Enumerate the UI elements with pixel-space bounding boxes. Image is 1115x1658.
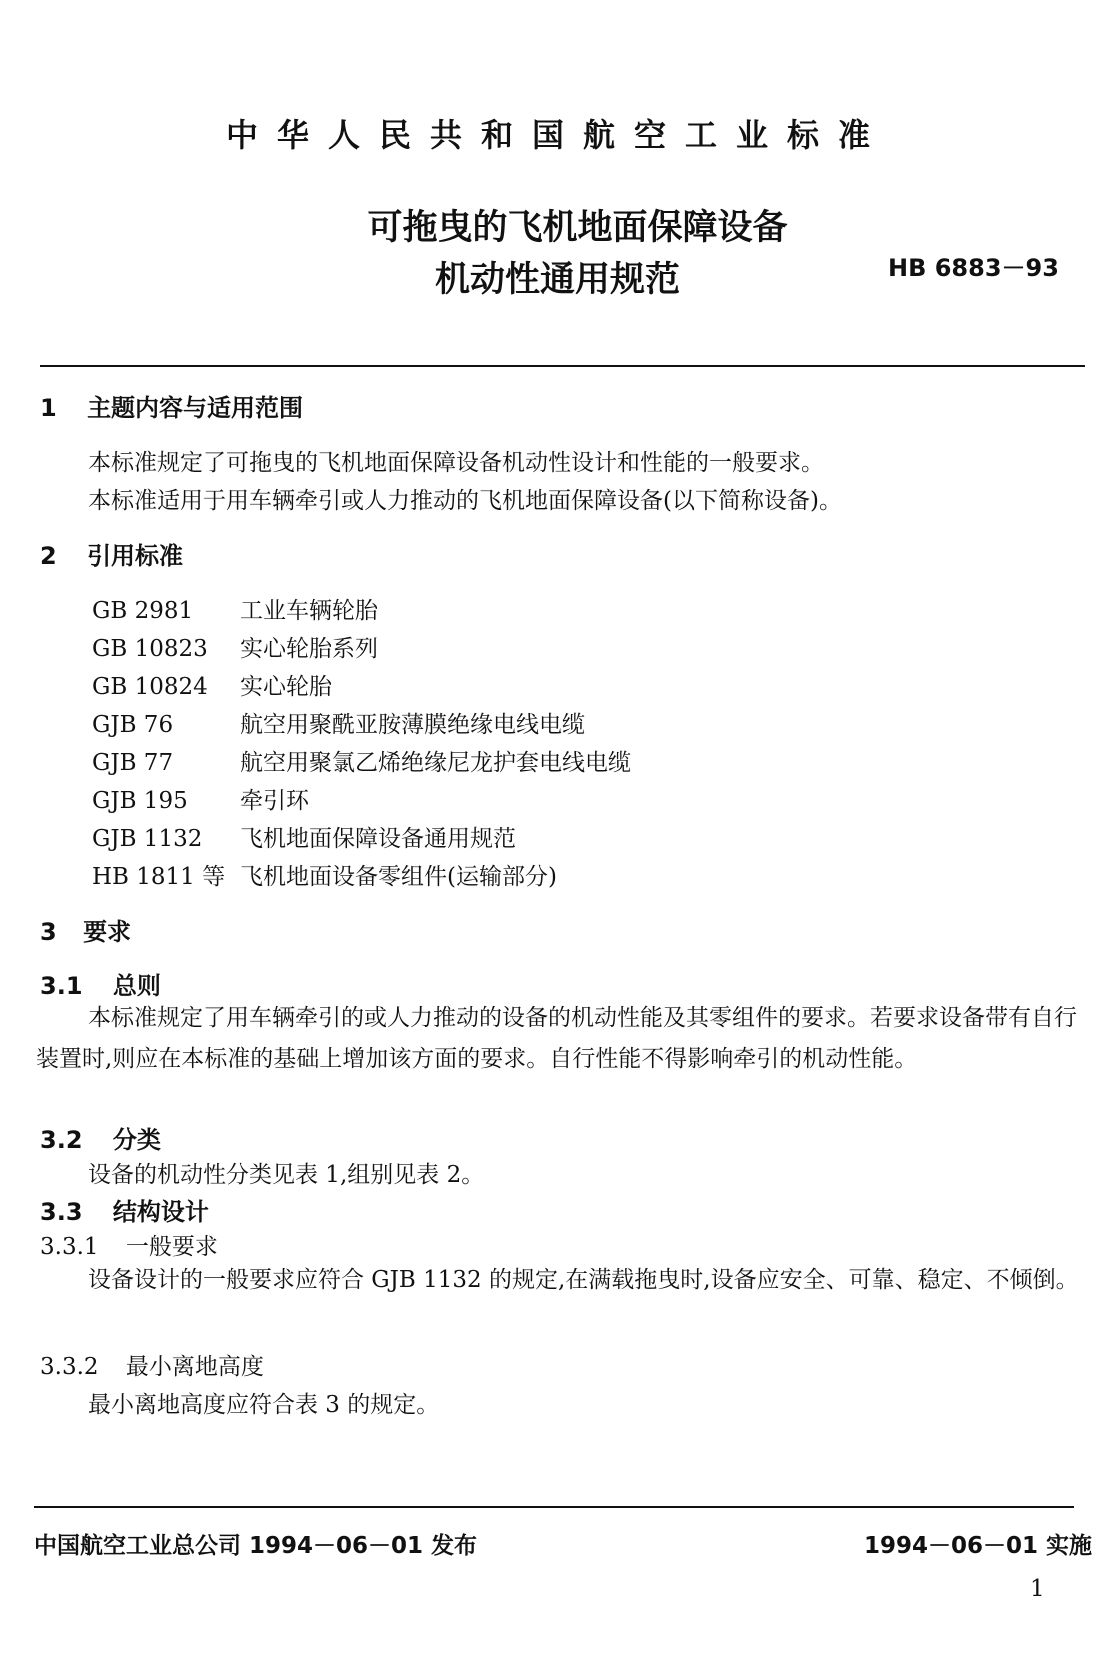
reference-code: GJB 1132 xyxy=(92,826,203,852)
page-number: 1 xyxy=(1030,1576,1045,1602)
reference-name: 飞机地面保障设备通用规范 xyxy=(240,826,516,852)
reference-name: 牵引环 xyxy=(240,788,309,814)
section-title: 结构设计 xyxy=(112,1198,209,1226)
reference-code: GJB 77 xyxy=(92,750,174,776)
document-title-line-2: 机动性通用规范 xyxy=(434,260,680,300)
section-3-3-1-heading xyxy=(40,1228,218,1261)
reference-name: 工业车辆轮胎 xyxy=(240,598,378,624)
reference-name: 实心轮胎 xyxy=(240,674,332,700)
section-title: 总则 xyxy=(112,972,161,1000)
section-3-3-2-heading xyxy=(40,1348,264,1381)
section-number: 1 xyxy=(40,394,57,422)
section-3-heading xyxy=(40,912,131,947)
reference-name: 航空用聚氯乙烯绝缘尼龙护套电线电缆 xyxy=(240,750,631,776)
section-number: 3.3.2 xyxy=(40,1354,99,1380)
reference-code: GB 2981 xyxy=(92,598,194,624)
standard-code: HB 6883－93 xyxy=(888,254,1059,282)
reference-row xyxy=(92,782,309,815)
reference-code: GB 10824 xyxy=(92,674,208,700)
reference-row xyxy=(92,744,631,777)
section-3-2-heading xyxy=(40,1120,161,1155)
section-title: 分类 xyxy=(112,1126,161,1154)
footer-divider xyxy=(34,1506,1074,1508)
reference-code: GJB 76 xyxy=(92,712,174,738)
reference-row xyxy=(92,820,516,853)
standard-organization: 中华人民共和国航空工业标准 xyxy=(225,116,889,154)
section-3-1-text: 本标准规定了用车辆牵引的或人力推动的设备的机动性能及其零组件的要求。若要求设备带有自行装置时,则应在本标准的基础上增加该方面的要求。自行性能不得影响牵引的机动性能。 xyxy=(36,1005,1077,1072)
section-2-heading xyxy=(40,536,183,571)
reference-name: 实心轮胎系列 xyxy=(240,636,378,662)
section-number: 3.2 xyxy=(40,1126,83,1154)
section-3-1-heading xyxy=(40,966,161,1001)
reference-row xyxy=(92,706,585,739)
section-title: 要求 xyxy=(83,918,132,946)
section-3-2-text: 设备的机动性分类见表 1,组别见表 2。 xyxy=(88,1162,485,1188)
reference-row xyxy=(92,858,557,891)
reference-row xyxy=(92,668,332,701)
reference-row xyxy=(92,592,378,625)
issuer-and-date: 中国航空工业总公司 1994－06－01 发布 xyxy=(34,1533,478,1559)
reference-code: GJB 195 xyxy=(92,788,188,814)
reference-name: 飞机地面设备零组件(运输部分) xyxy=(240,864,557,890)
section-3-3-1-text: 设备设计的一般要求应符合 GJB 1132 的规定,在满载拖曳时,设备应安全、可靠、稳定、不倾倒。 xyxy=(88,1267,1079,1293)
reference-code: HB 1811 等 xyxy=(92,864,226,890)
reference-code: GB 10823 xyxy=(92,636,208,662)
document-title-line-1: 可拖曳的飞机地面保障设备 xyxy=(367,208,788,248)
effective-date: 1994－06－01 实施 xyxy=(864,1533,1093,1559)
section-number: 3.1 xyxy=(40,972,83,1000)
section-number: 3.3.1 xyxy=(40,1234,99,1260)
section-number: 3.3 xyxy=(40,1198,83,1226)
section-title: 最小离地高度 xyxy=(125,1354,264,1380)
section-number: 3 xyxy=(40,918,57,946)
header-divider xyxy=(40,365,1085,367)
section-3-3-heading xyxy=(40,1192,209,1227)
reference-name: 航空用聚酰亚胺薄膜绝缘电线电缆 xyxy=(240,712,585,738)
section-1-paragraph-2: 本标准适用于用车辆牵引或人力推动的飞机地面保障设备(以下简称设备)。 xyxy=(88,488,842,514)
section-3-3-2-text: 最小离地高度应符合表 3 的规定。 xyxy=(88,1392,440,1418)
section-title: 一般要求 xyxy=(125,1234,218,1260)
section-1-paragraph-1: 本标准规定了可拖曳的飞机地面保障设备机动性设计和性能的一般要求。 xyxy=(88,450,824,476)
section-title: 引用标准 xyxy=(87,542,184,570)
section-number: 2 xyxy=(40,542,57,570)
section-title: 主题内容与适用范围 xyxy=(87,394,304,422)
reference-row xyxy=(92,630,378,663)
section-1-heading xyxy=(40,388,303,423)
